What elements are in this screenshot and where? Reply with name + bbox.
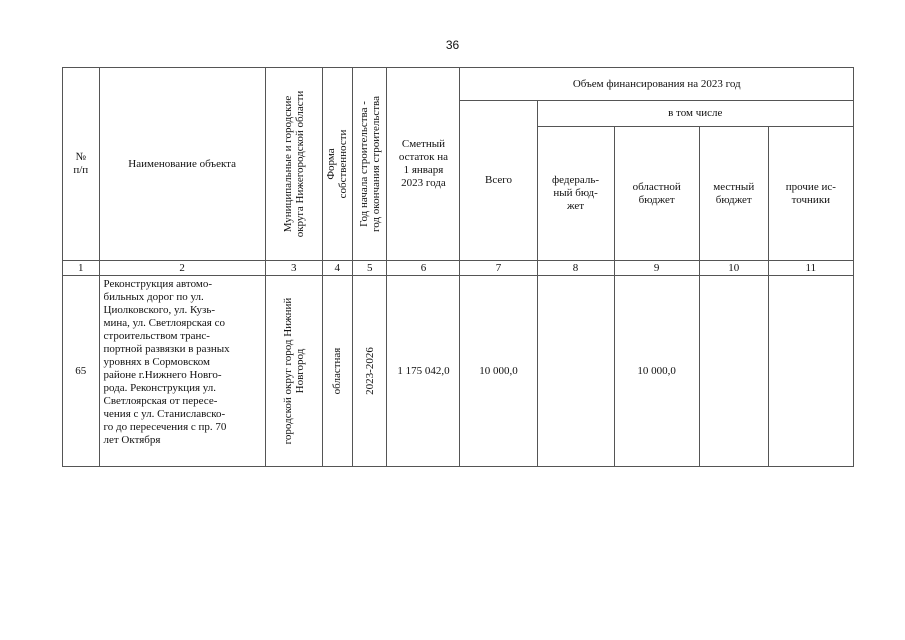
page-number: 36 <box>445 38 460 52</box>
header-ownership: Форма собственности <box>322 68 352 261</box>
header-municipality: Муниципальные и городские округа Нижегородской области <box>265 68 322 261</box>
header-including: в том числе <box>537 101 853 127</box>
column-number: 9 <box>614 261 699 276</box>
column-number: 8 <box>537 261 614 276</box>
header-years: Год начала строительства - год окончания строительства <box>352 68 386 261</box>
header-funding-group: Объем финансирования на 2023 год <box>460 68 854 101</box>
row-local <box>699 276 768 467</box>
header-other: прочие ис- точники <box>768 127 853 261</box>
row-other <box>768 276 853 467</box>
header-total: Всего <box>460 101 537 261</box>
header-num: № п/п <box>63 68 100 261</box>
row-years: 2023-2026 <box>352 276 386 467</box>
row-federal <box>537 276 614 467</box>
column-number: 1 <box>63 261 100 276</box>
column-number: 6 <box>387 261 460 276</box>
column-number: 2 <box>99 261 265 276</box>
header-regional: областной бюджет <box>614 127 699 261</box>
funding-table <box>62 67 854 467</box>
column-number-row <box>63 261 854 276</box>
row-num: 65 <box>63 276 100 467</box>
row-total: 10 000,0 <box>460 276 537 467</box>
row-municipality: городской округ город Нижний Новгород <box>265 276 322 467</box>
column-number: 4 <box>322 261 352 276</box>
column-number: 10 <box>699 261 768 276</box>
column-number: 7 <box>460 261 537 276</box>
column-number: 11 <box>768 261 853 276</box>
column-number: 5 <box>352 261 386 276</box>
column-number: 3 <box>265 261 322 276</box>
row-regional: 10 000,0 <box>614 276 699 467</box>
header-local: местный бюджет <box>699 127 768 261</box>
row-object-name: Реконструкция автомо- бильных дорог по ул. Циолковского, ул. Кузь- мина, ул. Светлоярская со строительством транс- портной развязки в разных уровнях в Сормовском районе г.Нижнего Новго- рода. Реконструкция ул. Светлоярская от пересе- чения с ул. Станиславско- го до пересечения с пр. 70 лет Октября <box>99 276 265 467</box>
row-remainder: 1 175 042,0 <box>387 276 460 467</box>
header-name: Наименование объекта <box>99 68 265 261</box>
row-ownership: областная <box>322 276 352 467</box>
header-remainder: Сметный остаток на 1 января 2023 года <box>387 68 460 261</box>
header-federal: федераль- ный бюд- жет <box>537 127 614 261</box>
table-row <box>63 276 854 467</box>
